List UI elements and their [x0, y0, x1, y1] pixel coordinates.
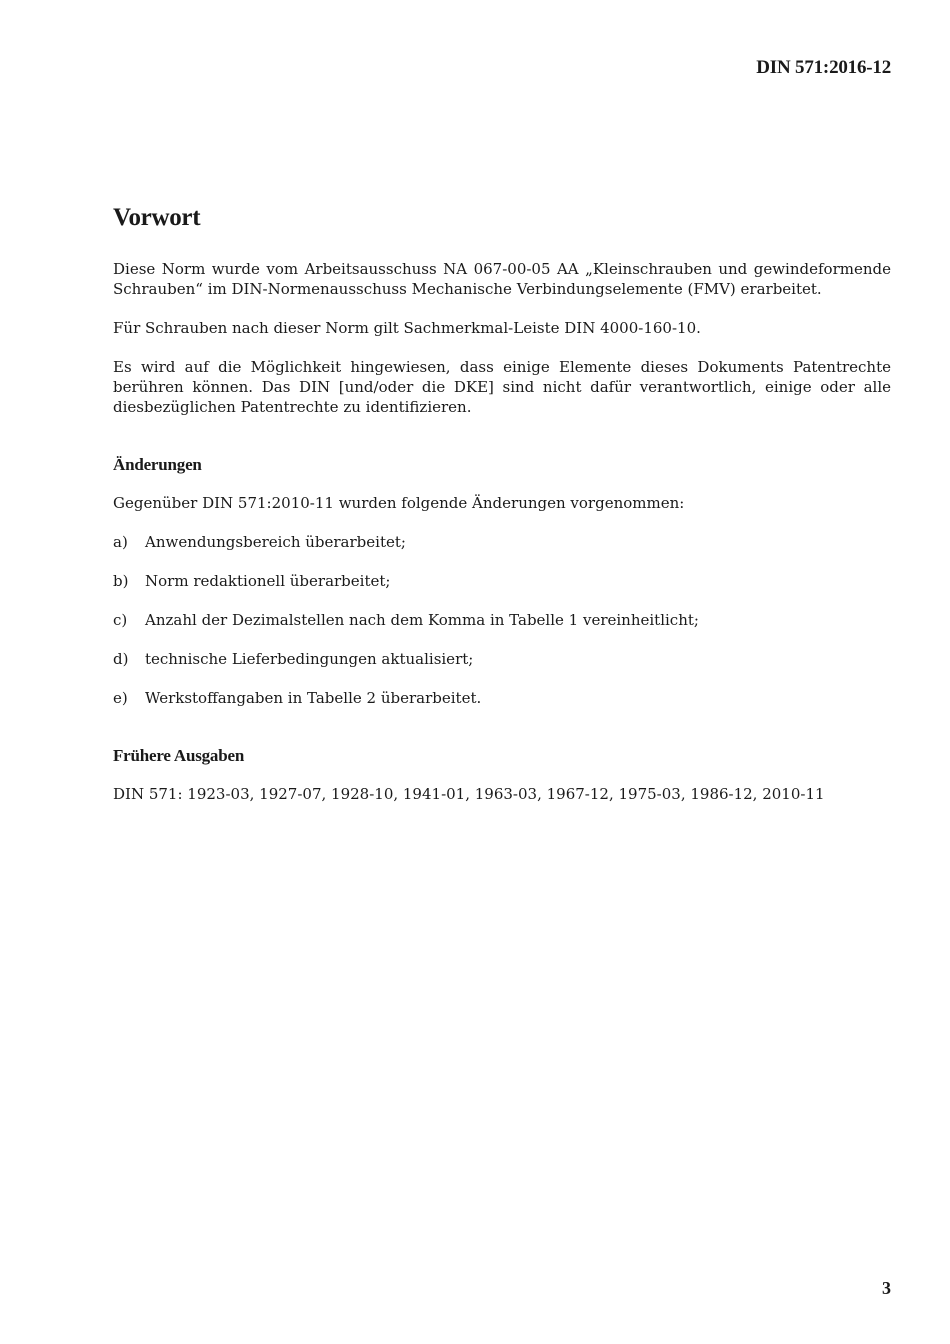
vorwort-heading: Vorwort [113, 204, 201, 231]
list-item-marker: e) [113, 689, 128, 707]
fruehere-ausgaben-section [113, 746, 891, 804]
list-item-text: technische Lieferbedingungen aktualisiert; [145, 650, 474, 668]
list-item-marker: a) [113, 533, 128, 551]
vorwort-paragraph-3: Es wird auf die Möglichkeit hingewiesen, dass einige Elemente dieses Dokuments Patentrechte berühren können. Das DIN [und/oder die DKE] sind nicht dafür verantwortlich, einige oder alle diesbezüglichen Patentrechte zu identifizieren. [113, 358, 891, 416]
list-item-text: Anzahl der Dezimalstellen nach dem Komma in Tabelle 1 vereinheitlicht; [145, 611, 699, 629]
list-item [113, 688, 891, 708]
list-item [113, 571, 891, 591]
fruehere-ausgaben-text: DIN 571: 1923-03, 1927-07, 1928-10, 1941-01, 1963-03, 1967-12, 1975-03, 1986-12, 2010-11 [113, 785, 825, 803]
fruehere-ausgaben-heading: Frühere Ausgaben [113, 746, 245, 765]
list-item [113, 649, 891, 669]
list-item-marker: c) [113, 611, 128, 629]
aenderungen-heading: Änderungen [113, 455, 202, 474]
document-id-header: DIN 571:2016-12 [756, 57, 891, 78]
vorwort-section [113, 259, 891, 417]
list-item-text: Werkstoffangaben in Tabelle 2 überarbeitet. [145, 689, 482, 707]
vorwort-paragraph-1: Diese Norm wurde vom Arbeitsausschuss NA 067-00-05 AA „Kleinschrauben und gewindeformende Schrauben“ im DIN-Normenausschuss Mechanische Verbindungselemente (FMV) erarbeitet. [113, 260, 891, 298]
aenderungen-section [113, 455, 891, 708]
changes-list [113, 532, 891, 708]
list-item-marker: d) [113, 650, 129, 668]
list-item [113, 610, 891, 630]
page-number: 3 [882, 1278, 891, 1298]
list-item-marker: b) [113, 572, 129, 590]
vorwort-paragraph-2: Für Schrauben nach dieser Norm gilt Sachmerkmal-Leiste DIN 4000-160-10. [113, 319, 701, 337]
list-item-text: Norm redaktionell überarbeitet; [145, 572, 391, 590]
list-item-text: Anwendungsbereich überarbeitet; [145, 533, 406, 551]
list-item [113, 532, 891, 552]
page-content [113, 204, 891, 823]
aenderungen-intro: Gegenüber DIN 571:2010-11 wurden folgende Änderungen vorgenommen: [113, 494, 685, 512]
